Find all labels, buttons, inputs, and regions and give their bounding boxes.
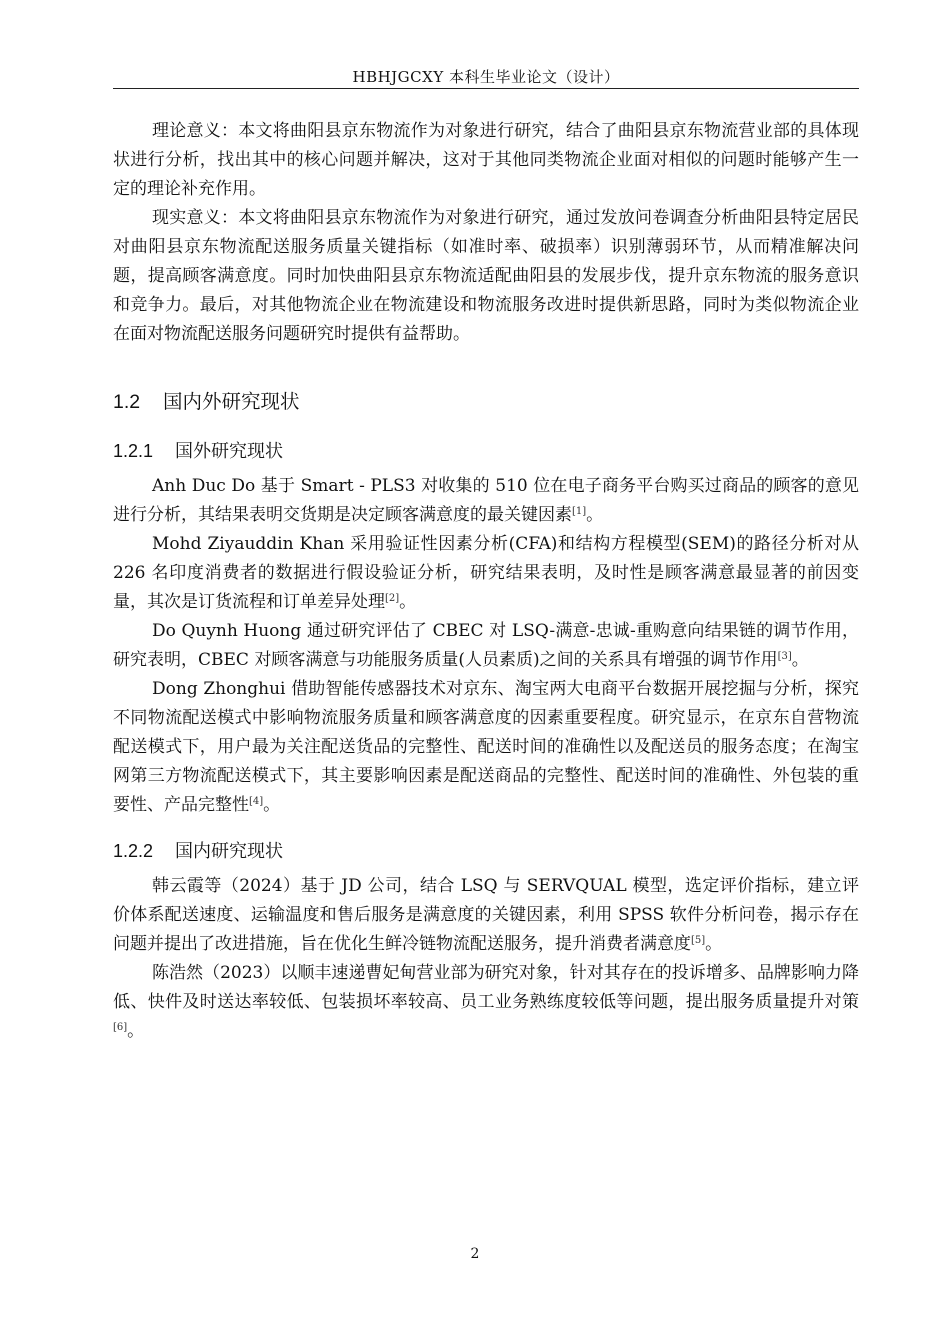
paragraph-foreign-4: Dong Zhonghui 借助智能传感器技术对京东、淘宝两大电商平台数据开展挖掘与分析，探究不同物流配送模式中影响物流服务质量和顾客满意度的因素重要程度。研究显示，在京东自营物流配送模式下，用户最为关注配送货品的完整性、配送时间的准确性以及配送员的服务态度；在淘宝网第三方物流配送模式下，其主要影响因素是配送商品的完整性、配送时间的准确性、外包装的重要性、产品完整性[4]。 [113,679,859,815]
paragraph-domestic-1: 韩云霞等（2024）基于 JD 公司，结合 LSQ 与 SERVQUAL 模型，选定评价指标，建立评价体系配送速度、运输温度和售后服务是满意度的关键因素，利用 SPSS 软件分析问卷，揭示存在问题并提出了改进措施，旨在优化生鲜冷链物流配送服务，提升消费者满意度[5]。 [113,876,859,954]
subsection-heading-foreign: 1.2.1 国外研究现状 [113,441,283,462]
paragraph-foreign-1: Anh Duc Do 基于 Smart - PLS3 对收集的 510 位在电子商务平台购买过商品的顾客的意见进行分析，其结果表明交货期是决定顾客满意度的最关键因素[1]。 [113,476,859,525]
citation: [5] [691,935,706,946]
paragraph-theoretical-significance: 理论意义：本文将曲阳县京东物流作为对象进行研究，结合了曲阳县京东物流营业部的具体现状进行分析，找出其中的核心问题并解决，这对于其他同类物流企业面对相似的问题时能够产生一定的理论补充作用。 [113,121,859,199]
subsection-heading-domestic: 1.2.2 国内研究现状 [113,841,283,862]
page-header: HBHJGCXY 本科生毕业论文（设计） [352,68,620,86]
section-heading: 1.2 国内外研究现状 [113,390,300,413]
page-body [113,117,859,1046]
paragraph-foreign-2: Mohd Ziyauddin Khan 采用验证性因素分析(CFA)和结构方程模型(SEM)的路径分析对从 226 名印度消费者的数据进行假设验证分析，研究结果表明，及时性是顾客满意最显著的前因变量，其次是订货流程和订单差异处理[2]。 [113,534,859,612]
citation: [2] [385,593,400,604]
citation: [1] [572,506,587,517]
paragraph-foreign-3: Do Quynh Huong 通过研究评估了 CBEC 对 LSQ-满意-忠诚-重购意向结果链的调节作用，研究表明，CBEC 对顾客满意与功能服务质量(人员素质)之间的关系具有增强的调节作用[3]。 [113,621,859,670]
citation: [4] [249,796,264,807]
paragraph-domestic-2: 陈浩然（2023）以顺丰速递曹妃甸营业部为研究对象，针对其存在的投诉增多、品牌影响力降低、快件及时送达率较低、包装损坏率较高、员工业务熟练度较低等问题，提出服务质量提升对策[6]。 [113,963,859,1041]
header-rule [113,88,859,89]
paragraph-practical-significance: 现实意义：本文将曲阳县京东物流作为对象进行研究，通过发放问卷调查分析曲阳县特定居民对曲阳县京东物流配送服务质量关键指标（如准时率、破损率）识别薄弱环节，从而精准解决问题，提高顾客满意度。同时加快曲阳县京东物流适配曲阳县的发展步伐，提升京东物流的服务意识和竞争力。最后，对其他物流企业在物流建设和物流服务改进时提供新思路，同时为类似物流企业在面对物流配送服务问题研究时提供有益帮助。 [113,208,859,344]
citation: [6] [113,1022,128,1033]
citation: [3] [777,651,792,662]
page-number: 2 [470,1246,480,1262]
